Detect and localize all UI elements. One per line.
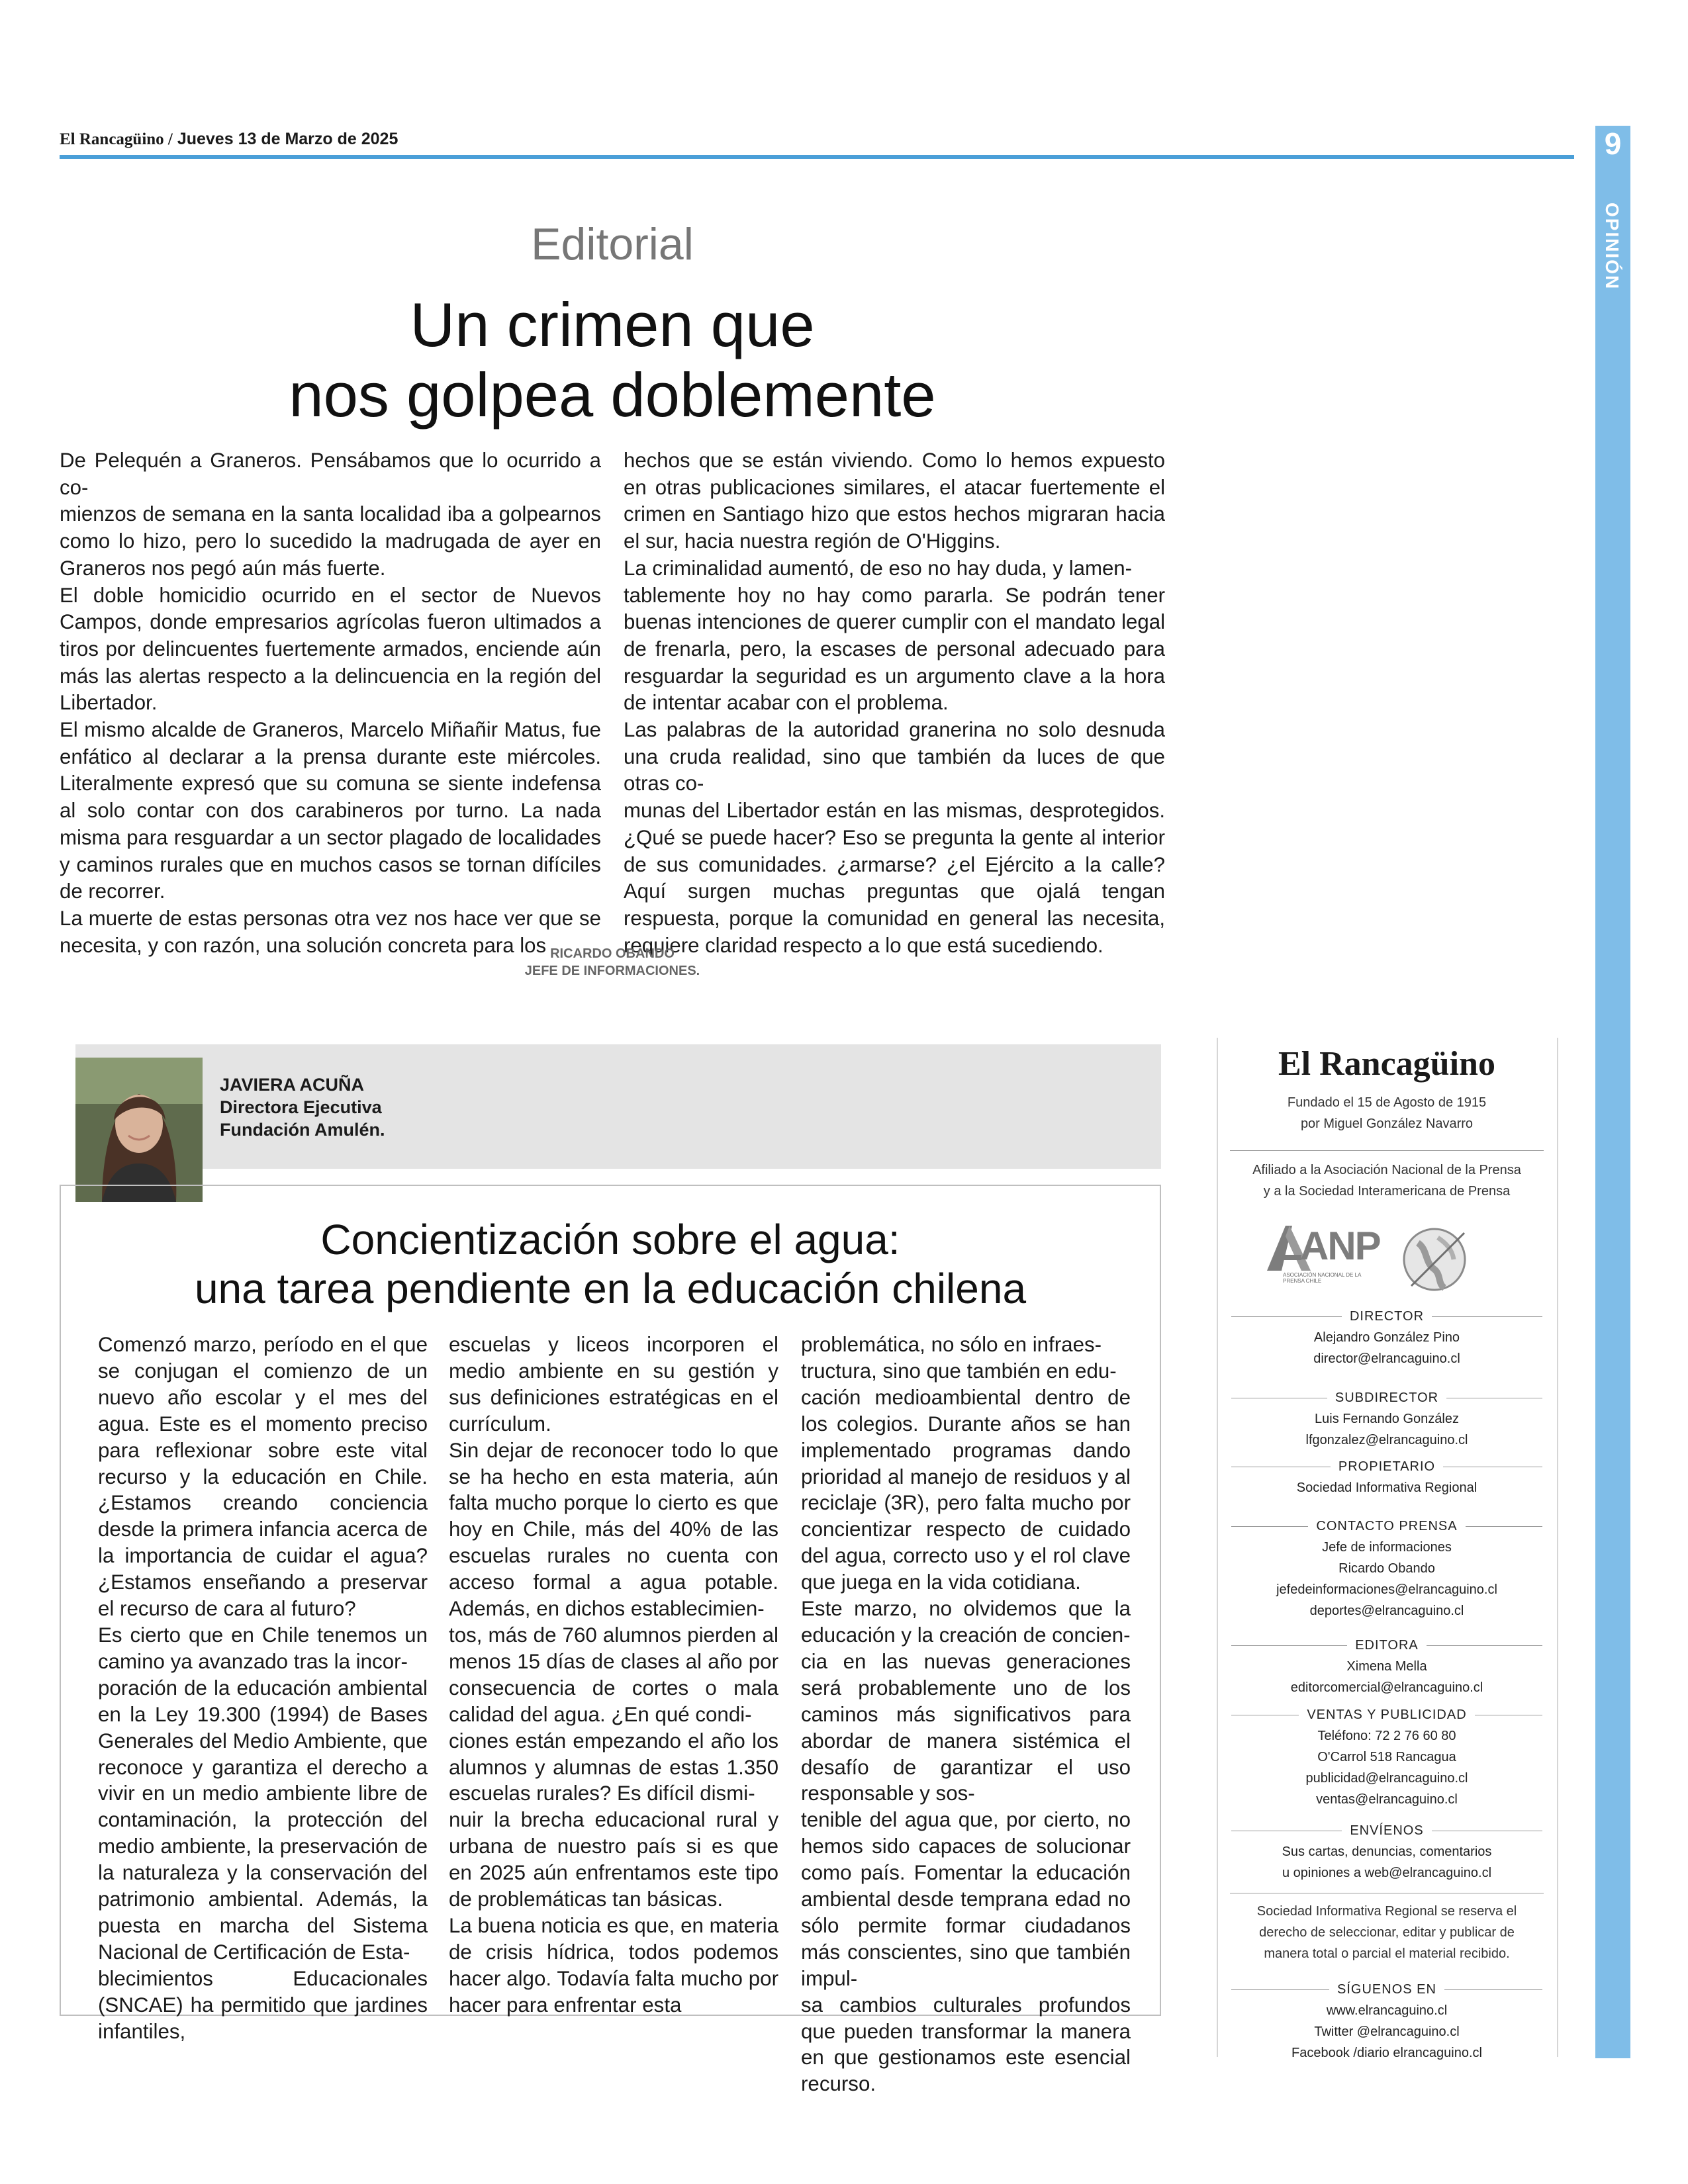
editor-name: Ximena Mella: [1346, 1659, 1427, 1674]
globe-icon: [1398, 1223, 1471, 1296]
sales-email: ventas@elrancaguino.cl: [1316, 1792, 1458, 1807]
press-email: jefedeinformaciones@elrancaguino.cl: [1276, 1582, 1497, 1597]
affiliation-line: y a la Sociedad Interamericana de Prensa: [1263, 1184, 1511, 1199]
rights-notice: [1218, 1901, 1556, 1964]
rights-line: derecho de seleccionar, editar y publicar de: [1259, 1925, 1515, 1940]
column-title-line: una tarea pendiente en la educación chilena: [194, 1265, 1027, 1312]
masthead-name: El Rancagüino: [1278, 1045, 1495, 1083]
owner-name: Sociedad Informativa Regional: [1296, 1480, 1477, 1495]
follow-facebook-link[interactable]: Facebook /diario elrancaguino.cl: [1291, 2046, 1482, 2060]
anp-logo: [1263, 1216, 1380, 1296]
author-portrait-icon: [75, 1058, 203, 1202]
signature-role: JEFE DE INFORMACIONES.: [524, 964, 700, 978]
press-name: Ricardo Obando: [1338, 1561, 1435, 1576]
publication-date: Jueves 13 de Marzo de 2025: [177, 130, 399, 148]
publication-name: El Rancagüino /: [60, 130, 173, 148]
editorial-title-line: nos golpea doblemente: [289, 360, 936, 430]
owner-section: [1218, 1456, 1556, 1498]
press-label: CONTACTO PRENSA: [1308, 1516, 1465, 1537]
founded-line: Fundado el 15 de Agosto de 1915: [1287, 1095, 1487, 1110]
director-label: DIRECTOR: [1342, 1306, 1432, 1327]
section-label: OPINIÓN: [1602, 203, 1622, 291]
anp-logo-subtitle: ASOCIACIÓN NACIONAL DE LA PRENSA CHILE: [1283, 1272, 1361, 1284]
masthead-founded: [1218, 1092, 1556, 1134]
column-text-1: Comenzó marzo, período en el que se conjugan el comienzo de un nuevo año escolar y el mes del agua. Este es el momento preciso para reflexionar sobre este vital recurso y la educación en Chile. ¿Estamos creando conciencia desde la primera infancia acerca de la importancia de cuidar el agua? ¿Estamos enseñando a preservar el recurso de cara al futuro? Es cierto que en Chile tenemos un camino ya avanzado tras la incor- poración de la educación ambiental en la Ley 19.300 (1994) de Bases Generales del Medio Ambiente, que reconoce y garantiza el derecho a vivir en un medio ambiente libre de contaminación, la protección del medio ambiente, la preservación de la naturaleza y la conservación del patrimonio ambiental. Además, la puesta en marcha del Sistema Nacional de Certificación de Esta- blecimientos Educacionales (SNCAE) ha permitido que jardines infantiles,: [98, 1333, 428, 2043]
press-role: Jefe de informaciones: [1322, 1540, 1452, 1555]
sales-email: publicidad@elrancaguino.cl: [1305, 1771, 1468, 1786]
masthead-border-right: [1557, 1038, 1558, 2057]
sales-label: VENTAS Y PUBLICIDAD: [1299, 1704, 1474, 1725]
author-organization: Fundación Amulén.: [220, 1120, 385, 1140]
director-section: [1218, 1306, 1556, 1369]
editorial-title-line: Un crimen que: [410, 290, 815, 359]
sales-address: O'Carrol 518 Rancagua: [1317, 1750, 1456, 1764]
editorial-title: [60, 290, 1165, 430]
rights-line: manera total o parcial el material recibido.: [1264, 1946, 1510, 1961]
founded-line: por Miguel González Navarro: [1300, 1116, 1474, 1131]
affiliation-line: Afiliado a la Asociación Nacional de la Prensa: [1252, 1163, 1521, 1177]
author-role: Directora Ejecutiva: [220, 1097, 382, 1117]
owner-label: PROPIETARIO: [1331, 1456, 1443, 1477]
editorial-signature: [490, 945, 735, 979]
column-text-3: problemática, no sólo en infraes- tructura, sino que también en edu- cación medioambiental dentro de los colegios. Durante años se han implementado programas dando prioridad al manejo de residuos y al reciclaje (3R), pero falta mucho por concientizar respecto de cuidado del agua, correcto uso y el rol clave que juega en la vida cotidiana. Este marzo, no olvidemos que la educación y la creación de concien- cia en las nuevas generaciones será probablemente uno de los caminos más significativos para abordar de manera sistémica el desafío de garantizar el uso responsable y sos- tenible del agua que, por cierto, no hemos sido capaces de solucionar como país. Fomentar la educación ambiental desde temprana edad no sólo permite formar ciudadanos más conscientes, sino que también impul- sa cambios culturales profundos que pueden transformar la manera en que gestionamos este esencial recurso.: [801, 1333, 1131, 2096]
subdirector-label: SUBDIRECTOR: [1327, 1387, 1446, 1408]
send-line: Sus cartas, denuncias, comentarios: [1282, 1844, 1492, 1859]
follow-label: SÍGUENOS EN: [1329, 1979, 1444, 2000]
follow-web-link[interactable]: www.elrancaguino.cl: [1326, 2003, 1448, 2018]
column-text-2: escuelas y liceos incorporen el medio ambiente en su gestión y sus definiciones estratégicas en el currículum. Sin dejar de reconocer todo lo que se ha hecho en esta materia, aún falta mucho porque lo cierto es que hoy en Chile, más del 40% de las escuelas rurales no cuenta con acceso formal a agua potable. Además, en dichos establecimien- tos, más de 760 alumnos pierden al menos 15 días de clases al año por consecuencia de cortes o mala calidad del agua. ¿En qué condi- ciones están empezando el año los alumnos y alumnas de estas 1.350 escuelas rurales? Es difícil dismi- nuir la brecha educacional rural y urbana de nuestro país si es que en 2025 aún enfrentamos este tipo de problemáticas tan básicas. La buena noticia es que, en materia de crisis hídrica, todos podemos hacer algo. Todavía falta mucho por hacer para enfrentar esta: [449, 1333, 778, 2017]
send-line: u opiniones a web@elrancaguino.cl: [1282, 1866, 1492, 1880]
rights-line: Sociedad Informativa Regional se reserva el: [1256, 1904, 1517, 1919]
editorial-column-2: hechos que se están viviendo. Como lo hemos expuesto en otras publicaciones similares, el atacar fuertemente el crimen en Santiago hizo que estos hechos migraran hacia el sur, hacia nuestra región de O'Higgins. La criminalidad aumentó, de eso no hay duda, y lamen- tablemente hoy no hay como pararla. Se podrán tener buenas intenciones de querer cumplir con el mandato legal de frenarla, pero, la escases de personal adecuado para resguardar la seguridad es un argumento clave a la hora de intentar acabar con el problema. Las palabras de la autoridad granerina no solo desnuda una cruda realidad, sino que también da luces de que otras co- munas del Libertador están en las mismas, desprotegidos. ¿Qué se puede hacer? Eso se pregunta la gente al interior de sus comunidades. ¿armarse? ¿el Ejército a la calle? Aquí surgen muchas preguntas que ojalá tengan respuesta, porque la comunidad en general las necesita, requiere claridad respecto a lo que está sucediendo.: [624, 449, 1165, 957]
editor-label: EDITORA: [1347, 1635, 1427, 1656]
follow-twitter-link[interactable]: Twitter @elrancaguino.cl: [1314, 2025, 1460, 2039]
subdirector-section: [1218, 1387, 1556, 1451]
press-email: deportes@elrancaguino.cl: [1309, 1604, 1464, 1618]
header-rule: [60, 155, 1574, 159]
sip-logo: [1398, 1223, 1471, 1299]
send-section: [1218, 1820, 1556, 1884]
author-photo: [75, 1058, 203, 1202]
follow-section: [1218, 1979, 1556, 2064]
column-author: [220, 1073, 385, 1141]
page-number: 9: [1604, 126, 1622, 161]
page-header: [60, 130, 398, 149]
anp-logo-text: ANP: [1300, 1224, 1380, 1268]
signature-name: RICARDO OBANDO: [550, 946, 675, 961]
director-email: director@elrancaguino.cl: [1313, 1351, 1460, 1366]
author-name: JAVIERA ACUÑA: [220, 1075, 365, 1095]
column-title-line: Concientización sobre el agua:: [320, 1216, 900, 1263]
subdirector-email: lfgonzalez@elrancaguino.cl: [1305, 1433, 1468, 1447]
sales-phone: Teléfono: 72 2 76 60 80: [1317, 1729, 1456, 1743]
subdirector-name: Luis Fernando González: [1315, 1412, 1459, 1426]
editor-section: [1218, 1635, 1556, 1698]
editor-email: editorcomercial@elrancaguino.cl: [1290, 1680, 1483, 1695]
editorial-kicker: Editorial: [531, 219, 694, 269]
masthead-divider: [1230, 1150, 1544, 1151]
sales-section: [1218, 1704, 1556, 1810]
editorial-column-1: De Pelequén a Graneros. Pensábamos que lo ocurrido a co- mienzos de semana en la santa localidad iba a golpearnos como lo hizo, pero lo sucedido la madrugada de ayer en Graneros nos pegó aún más fuerte. El doble homicidio ocurrido en el sector de Nuevos Campos, donde empresarios agrícolas fueron ultimados a tiros por delincuentes fuertemente armados, enciende aún más las alertas respecto a la delincuencia en la región del Libertador. El mismo alcalde de Graneros, Marcelo Miñañir Matus, fue enfático al declarar a la prensa durante este miércoles. Literalmente expresó que su comuna se siente indefensa al solo contar con dos carabineros por turno. La nada misma para resguardar a un sector plagado de localidades y caminos rurales que en muchos casos se tornan difíciles de recorrer. La muerte de estas personas otra vez nos hace ver que se necesita, y con razón, una solución concreta para los: [60, 449, 601, 957]
director-name: Alejandro González Pino: [1313, 1330, 1460, 1345]
send-label: ENVÍENOS: [1342, 1820, 1431, 1841]
press-contact-section: [1218, 1516, 1556, 1621]
column-title: [60, 1215, 1161, 1313]
section-sidebar: [1595, 126, 1630, 2058]
masthead-affiliation: [1218, 1160, 1556, 1202]
